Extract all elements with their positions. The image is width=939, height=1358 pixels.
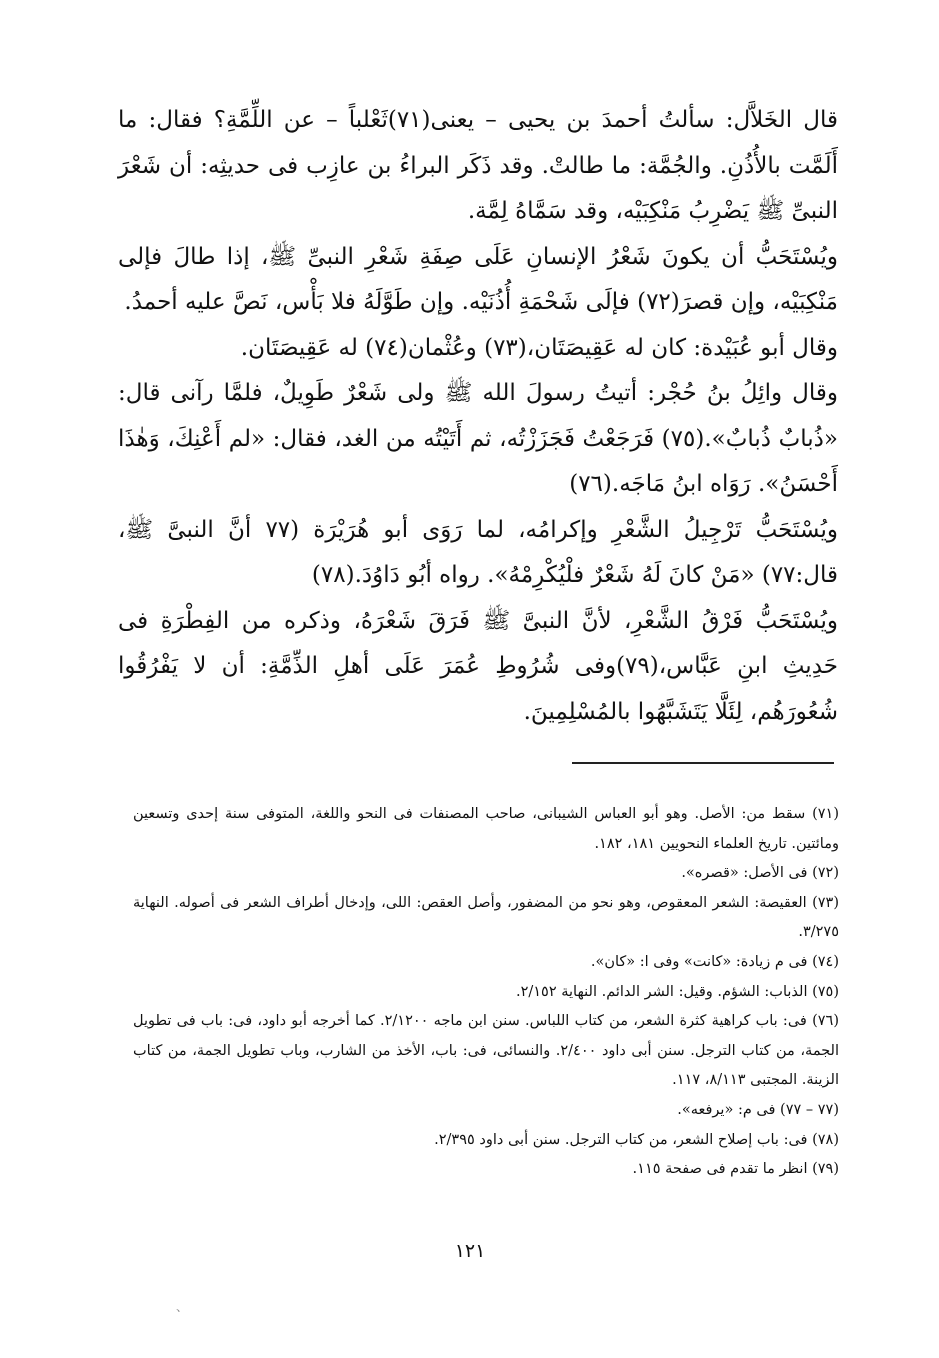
footnote: (٧٨) فى: باب إصلاح الشعر، من كتاب الترجل. سنن أبى داود ٢/٣٩٥. [434,1131,839,1148]
footnote: (٧٤) فى م زيادة: «كانت» وفى ا: «كان». [590,953,839,970]
paragraph: ويُسْتَحَبُّ أن يكونَ شَعْرُ الإنسانِ عَلَى صِفَةِ شَعْرِ النبىِّ ﷺ، إذا طالَ فإلى مَنْكِبَيْه، وإن قصرَ(٧٢) فإلَى شَحْمَةِ أُذُنَيْه. وإن طَوَّلَهُ فلا بَأْس، نَصَّ عليه أحمدُ. [118,243,838,315]
page-number: ١٢١ [454,1240,486,1262]
footnote: (٧٥) الذباب: الشؤم. وقيل: الشر الدائم. النهاية ٢/١٥٢. [515,983,839,1000]
paragraph: وقال وائِلُ بنُ حُجْر: أتيتُ رسولَ الله ﷺ ولى شَعْرٌ طَوِيلٌ، فلمَّا رآنى قال: «ذُبابٌ ذُبابٌ».(٧٥) فَرَجَعْتُ فَجَزَزْتُه، ثم أَتَيْتُه من الغد، فقال: «لم أَعْنِكَ، وَهٰذَا أَحْسَنُ». رَوَاه ابنُ مَاجَه.(٧٦) [118,380,838,497]
paragraph: قال الخَلاَّل: سألتُ أحمدَ بن يحيى – يعنى(٧١)ثَعْلباً – عن اللِّمَّةِ؟ فقال: ما أَلَمَّت بالأُذُنِ. والجُمَّة: ما طالتْ. وقد ذَكَر البراءُ بن عازِب فى حديثِه: أن شَعْرَ النبىِّ ﷺ يَضْرِبُ مَنْكِبَيْه، وقد سَمَّاهُ لِمَّة. [118,107,838,224]
paragraph: وقال أبو عُبَيْدة: كان له عَقِيصَتَان،(٧٣) وعُثْمان(٧٤) له عَقِيصَتَان. [240,334,838,361]
main-text [118,98,838,735]
footnote: (٧٢) فى الأصل: «قصره». [681,865,839,882]
footnotes [133,800,839,1185]
footnote: (٧١) سقط من: الأصل. وهو أبو العباس الشيبانى، صاحب المصنفات فى النحو واللغة، المتوفى سنة إحدى وتسعين ومائتين. تاريخ العلماء النحويين ١٨١، ١٨٢. [133,806,839,852]
paragraph: ويُسْتَحَبُّ تَرْجِيلُ الشَّعْرِ وإكرامُه، لما رَوَى أبو هُرَيْرَة (٧٧ أنَّ النبىَّ ﷺ، قال:٧٧) «مَنْ كانَ لَهُ شَعْرٌ فلْيُكْرِمْهُ». رواه أبُو دَاوُدَ.(٧٨) [118,516,838,588]
paragraph: ويُسْتَحَبُّ فَرْقُ الشَّعْرِ، لأنَّ النبىَّ ﷺ فَرَقَ شَعْرَهُ، وذكره من الفِطْرَةِ فى حَدِيثِ ابنِ عَبَّاس،(٧٩)وفى شُرُوطِ عُمَرَ عَلَى أهلِ الذِّمَّةِ: أن لا يَفْرُقُوا شُعُورَهُم، لِئَلَّا يَتَشَبَّهُوا بالمُسْلِمِينَ. [118,607,838,725]
footnote: (٧٩) انظر ما تقدم فى صفحة ١١٥. [632,1161,839,1178]
footnote-separator [572,762,834,764]
stray-mark: 、 [176,1300,189,1314]
footnote: (٧٦) فى: باب كراهية كثرة الشعر، من كتاب اللباس. سنن ابن ماجه ٢/١٢٠٠. كما أخرجه أبو داود، فى: باب فى تطويل الجمة، من كتاب الترجل. سنن أبى داود ٢/٤٠٠. والنسائى، فى: باب، الأخذ من الشارب، وباب تطويل الجمة، من كتاب الزينة. المجتبى ٨/١١٣، ١١٧. [133,1013,840,1089]
footnote: (٧٧ – ٧٧) فى م: «يرفعه». [677,1101,839,1118]
footnote: (٧٣) العقيصة: الشعر المعقوص، وهو نحو من المضفور، وأصل العقص: اللى، وإدخال أطراف الشعر فى أصوله. النهاية ٣/٢٧٥. [133,894,839,941]
